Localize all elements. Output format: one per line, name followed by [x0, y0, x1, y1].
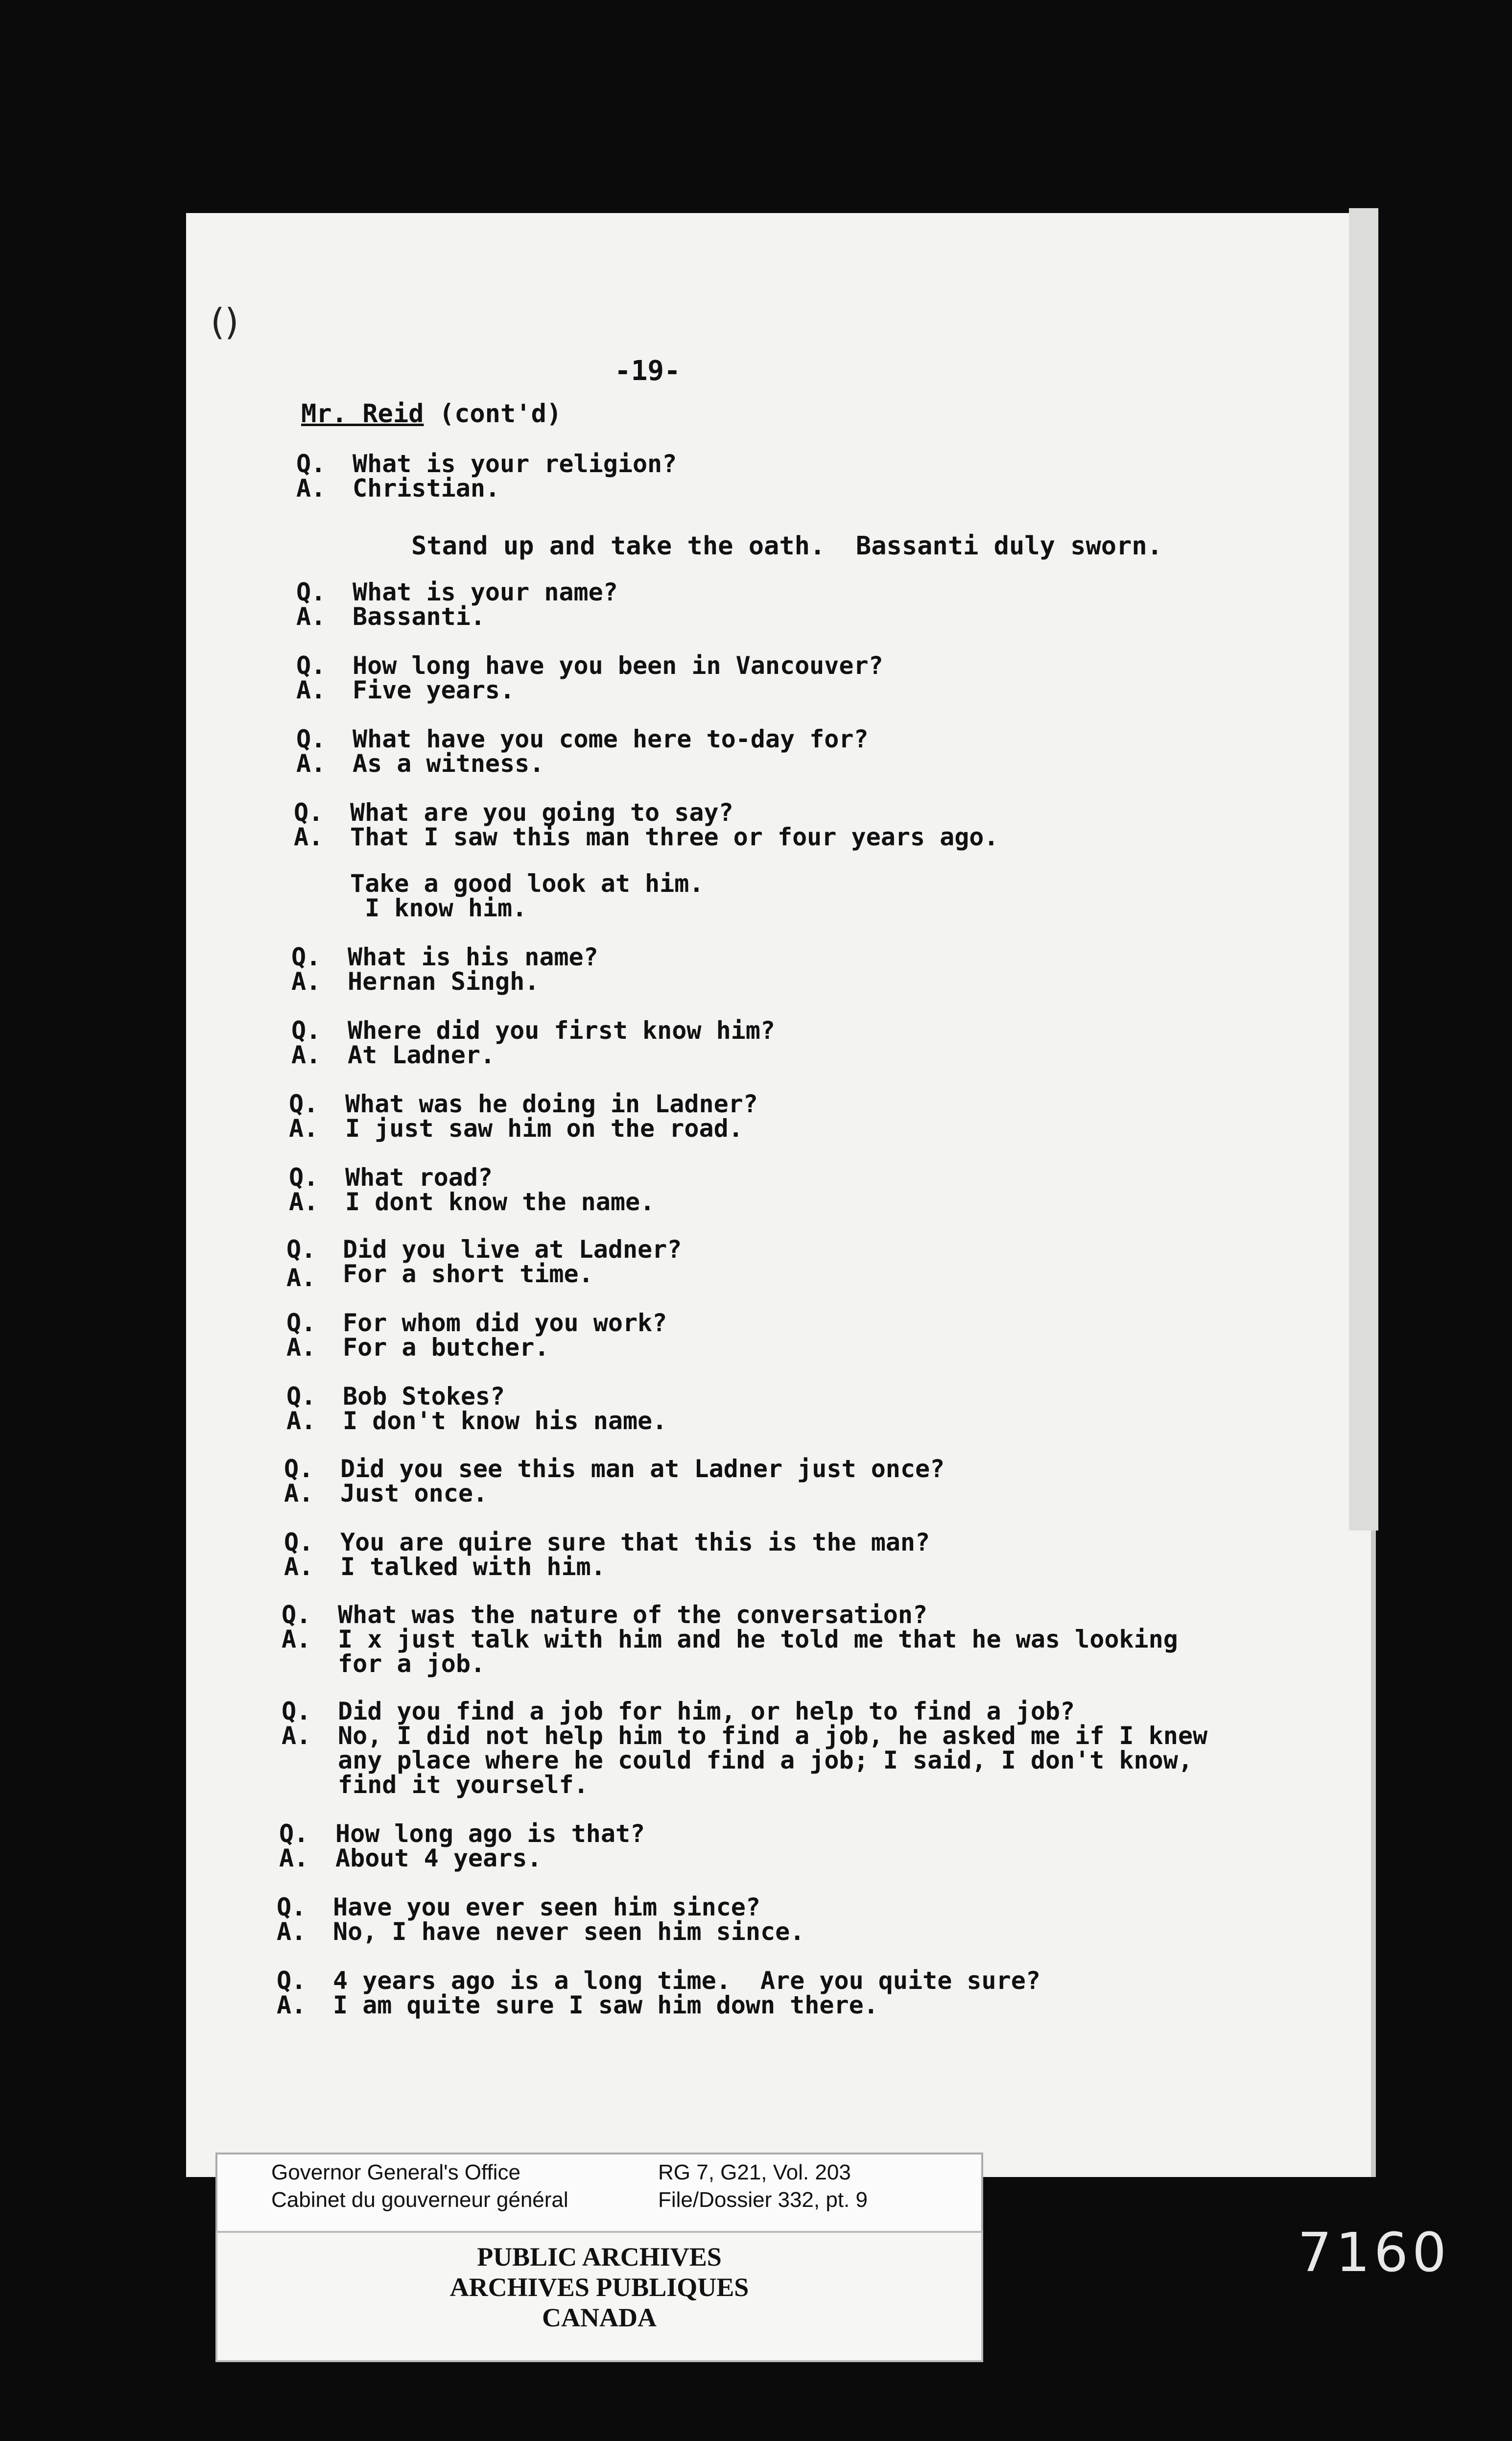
question: Did you find a job for him, or help to find a job? — [338, 1697, 1075, 1725]
q-mark: Q. — [282, 1697, 311, 1725]
a-mark: A. — [286, 1264, 316, 1292]
oath-instruction: Stand up and take the oath. Bassanti duly sworn. — [411, 531, 1163, 561]
a-mark: A. — [282, 1625, 311, 1653]
a-mark: A. — [291, 1041, 321, 1069]
question: How long have you been in Vancouver? — [353, 651, 883, 680]
a-mark: A. — [294, 823, 324, 851]
a-mark: A. — [279, 1844, 309, 1872]
answer: I don't know his name. — [343, 1407, 667, 1435]
a-mark: A. — [289, 1114, 319, 1143]
punch-hole-mark: () — [211, 301, 239, 343]
stamp-line-english: PUBLIC ARCHIVES — [477, 2242, 722, 2272]
answer: No, I did not help him to find a job, he asked me if I knew — [338, 1722, 1208, 1750]
answer: I am quite sure I saw him down there. — [333, 1991, 878, 2019]
answer: Five years. — [353, 676, 515, 704]
answer-continued: find it yourself. — [338, 1771, 589, 1799]
answer-continued: for a job. — [338, 1650, 486, 1678]
examiner-remark: Take a good look at him. — [350, 869, 704, 898]
page-number: -19- — [614, 355, 681, 387]
q-mark: Q. — [294, 798, 324, 827]
answer: As a witness. — [353, 749, 544, 778]
answer-continued: any place where he could find a job; I said, I don't know, — [338, 1746, 1193, 1774]
q-mark: Q. — [284, 1455, 314, 1483]
answer: Bassanti. — [353, 602, 485, 631]
answer: That I saw this man three or four years ago. — [350, 823, 999, 851]
q-mark: Q. — [286, 1309, 316, 1337]
question: You are quire sure that this is the man? — [340, 1528, 930, 1556]
q-mark: Q. — [284, 1528, 314, 1556]
archive-reference-label — [215, 2153, 983, 2235]
question: What was he doing in Ladner? — [345, 1090, 758, 1118]
question: Have you ever seen him since? — [333, 1893, 760, 1921]
q-mark: Q. — [289, 1090, 319, 1118]
q-mark: Q. — [296, 578, 326, 606]
question: How long ago is that? — [335, 1819, 645, 1848]
a-mark: A. — [291, 967, 321, 996]
a-mark: A. — [296, 602, 326, 631]
question: Where did you first know him? — [348, 1016, 775, 1045]
a-mark: A. — [296, 676, 326, 704]
answer: For a butcher. — [343, 1333, 549, 1362]
answer: At Ladner. — [348, 1041, 496, 1069]
answer: I just saw him on the road. — [345, 1114, 743, 1143]
answer: I dont know the name. — [345, 1188, 655, 1216]
speaker-suffix: (cont'd) — [439, 399, 562, 429]
a-mark: A. — [284, 1479, 314, 1508]
q-mark: Q. — [291, 1016, 321, 1045]
answer: No, I have never seen him since. — [333, 1917, 805, 1946]
question: 4 years ago is a long time. Are you quite sure? — [333, 1966, 1040, 1995]
question: Did you see this man at Ladner just once? — [340, 1455, 945, 1483]
a-mark: A. — [282, 1722, 311, 1750]
question: What have you come here to-day for? — [353, 725, 869, 753]
question: What was the nature of the conversation? — [338, 1601, 928, 1629]
q-mark: Q. — [296, 450, 326, 478]
answer: Hernan Singh. — [348, 967, 540, 996]
question: What is your religion? — [353, 450, 677, 478]
answer: Christian. — [353, 474, 500, 503]
question: What is your name? — [353, 578, 618, 606]
question: What is his name? — [348, 943, 598, 971]
speaker-heading — [301, 399, 562, 429]
microfilm-frame-number: 7160 — [1298, 2221, 1450, 2284]
stamp-line-french: ARCHIVES PUBLIQUES — [449, 2273, 749, 2302]
q-mark: Q. — [282, 1601, 311, 1629]
answer: I talked with him. — [340, 1553, 606, 1581]
file-reference: File/Dossier 332, pt. 9 — [658, 2188, 868, 2212]
office-english: Governor General's Office — [271, 2160, 520, 2184]
record-group-reference: RG 7, G21, Vol. 203 — [658, 2160, 851, 2184]
a-mark: A. — [286, 1407, 316, 1435]
a-mark: A. — [284, 1553, 314, 1581]
office-french: Cabinet du gouverneur général — [271, 2188, 568, 2212]
a-mark: A. — [277, 1917, 307, 1946]
q-mark: Q. — [296, 651, 326, 680]
answer: Just once. — [340, 1479, 488, 1508]
question: Bob Stokes? — [343, 1382, 505, 1411]
page-edge — [1349, 208, 1378, 1531]
stamp-line-country: CANADA — [542, 2303, 657, 2332]
q-mark: Q. — [286, 1235, 316, 1264]
q-mark: Q. — [296, 725, 326, 753]
q-mark: Q. — [279, 1819, 309, 1848]
q-mark: Q. — [277, 1966, 307, 1995]
a-mark: A. — [296, 749, 326, 778]
q-mark: Q. — [277, 1893, 307, 1921]
q-mark: Q. — [291, 943, 321, 971]
question: Did you live at Ladner? — [343, 1235, 682, 1264]
question: For whom did you work? — [343, 1309, 667, 1337]
a-mark: A. — [286, 1333, 316, 1362]
question: What road? — [345, 1163, 493, 1192]
speaker-name: Mr. Reid — [301, 399, 424, 429]
answer: I x just talk with him and he told me that he was looking — [338, 1625, 1178, 1653]
q-mark: Q. — [289, 1163, 319, 1192]
a-mark: A. — [289, 1188, 319, 1216]
answer: About 4 years. — [335, 1844, 542, 1872]
question: What are you going to say? — [350, 798, 733, 827]
q-mark: Q. — [286, 1382, 316, 1411]
a-mark: A. — [296, 474, 326, 503]
a-mark: A. — [277, 1991, 307, 2019]
answer: For a short time. — [343, 1260, 593, 1288]
witness-remark: I know him. — [350, 894, 527, 922]
public-archives-stamp — [215, 2231, 983, 2362]
